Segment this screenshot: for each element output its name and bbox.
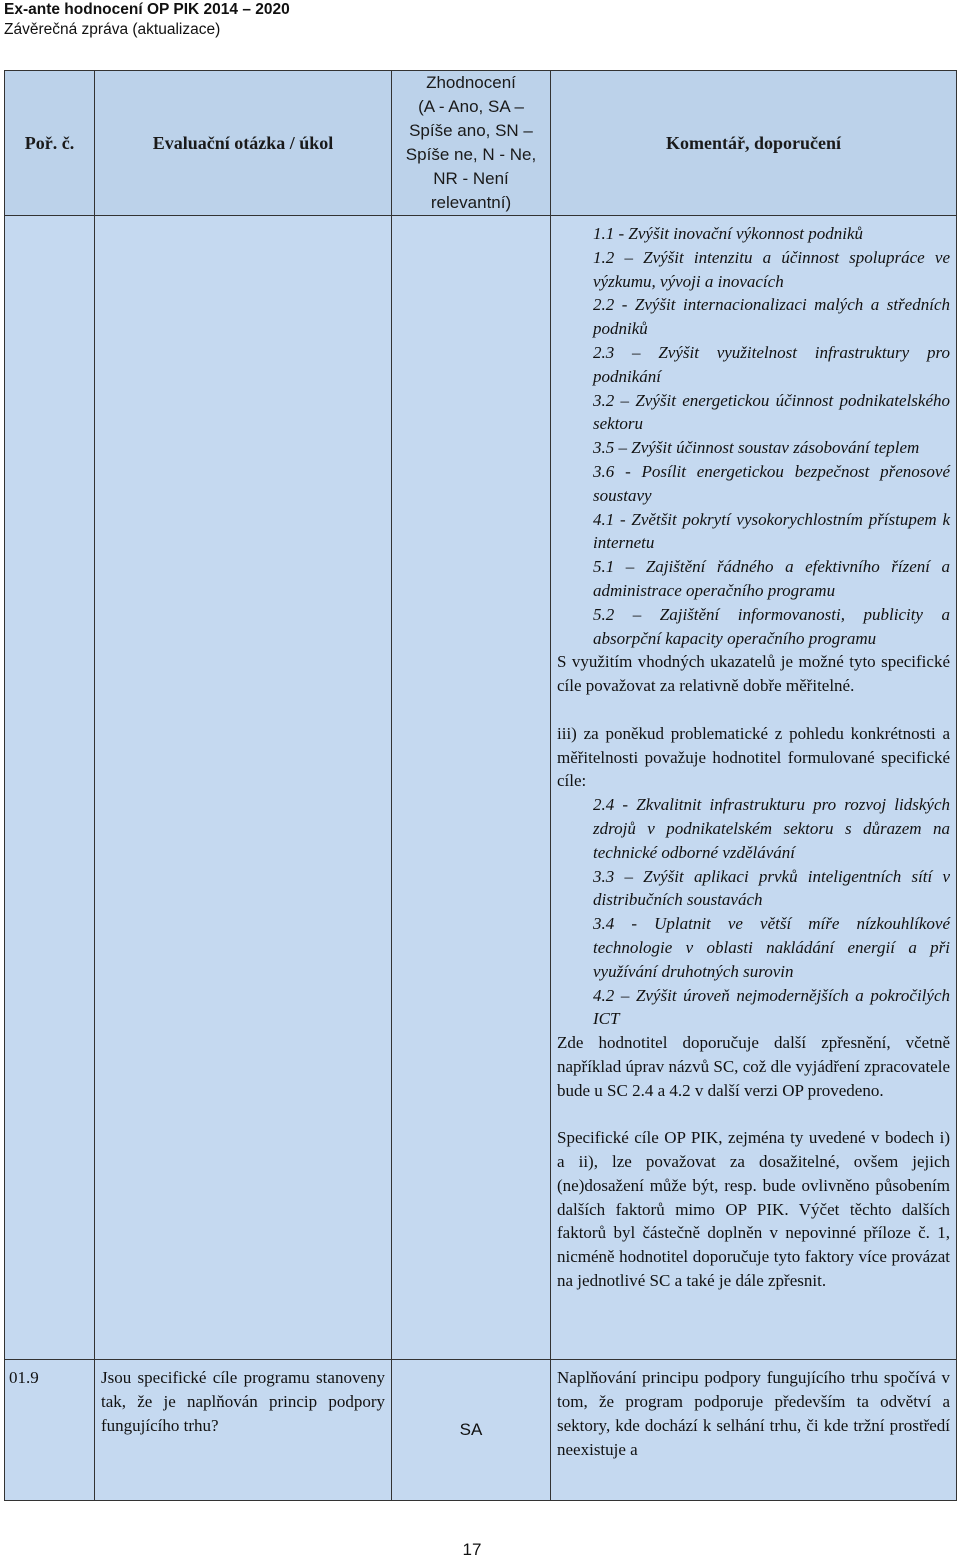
cell-number — [5, 1360, 95, 1501]
document-header — [4, 0, 290, 40]
evaluation-table — [4, 70, 957, 1501]
col-header-evaluation-line: (A - Ano, SA – — [418, 97, 524, 116]
row-comment: Naplňování principu podpory fungujícího trhu spočívá v tom, že program podporuje především ta odvětví a sektory, kde dochází k selhání trhu, či kde tržní prostředí neexistuje a — [557, 1368, 950, 1459]
table-row — [5, 1360, 957, 1501]
goal-item: 4.1 - Zvětšit pokrytí vysokorychlostním přístupem k internetu — [593, 509, 950, 553]
comment-paragraph: Specifické cíle OP PIK, zejména ty uvedené v bodech i) a ii), lze považovat za dosažitelné, ovšem jejich (ne)dosažení může být, resp. bude ovlivněno působením dalších faktorů mimo OP PIK. Výčet těchto dalších faktorů byl částečně doplněn v nepovinné příloze č. 1, nicméně hodnotitel doporučuje tyto faktory více provázat na jednotlivé SC a také je dále zpřesnit. — [557, 1128, 950, 1291]
goal-item: 3.3 – Zvýšit aplikaci prvků inteligentních sítí v distribučních soustavách — [593, 866, 950, 910]
document-title: Ex-ante hodnocení OP PIK 2014 – 2020 — [4, 1, 290, 18]
goal-item: 2.4 - Zkvalitnit infrastrukturu pro rozvoj lidských zdrojů v podnikatelském sektoru s důrazem na technické odborné vzdělávání — [593, 795, 950, 862]
row-evaluation: SA — [392, 1360, 551, 1501]
comment-paragraph: Zde hodnotitel doporučuje další zpřesnění, včetně například úprav názvů SC, což dle vyjádření zpracovatele bude u SC 2.4 a 4.2 v další verzi OP provedeno. — [557, 1033, 950, 1100]
goal-item: 1.1 - Zvýšit inovační výkonnost podniků — [593, 224, 864, 243]
col-header-evaluation-line: relevantní) — [430, 193, 512, 212]
paragraph-gap — [557, 1102, 950, 1126]
page-number: 17 — [462, 1540, 482, 1559]
cell-evaluation-empty — [392, 216, 551, 1360]
cell-comment — [551, 1360, 957, 1501]
col-header-evaluation-line: NR - Není — [433, 169, 509, 188]
col-header-question: Evaluační otázka / úkol — [95, 71, 392, 216]
goal-item: 5.1 – Zajištění řádného a efektivního řízení a administrace operačního programu — [593, 557, 950, 600]
cell-comment — [551, 216, 957, 1360]
col-header-evaluation — [392, 71, 551, 216]
comment-block — [551, 216, 956, 1293]
comment-paragraph: iii) za poněkud problematické z pohledu konkrétnosti a měřitelnosti považuje hodnotitel formulované specifické cíle: — [557, 723, 950, 791]
goal-item: 3.6 - Posílit energetickou bezpečnost přenosové soustavy — [593, 461, 950, 505]
goal-item: 5.2 – Zajištění informovanosti, publicity a absorpční kapacity operačního programu — [593, 604, 950, 648]
col-header-evaluation-line: Spíše ne, N - Ne, — [405, 145, 537, 164]
goal-item: 2.3 – Zvýšit využitelnost infrastruktury pro podnikání — [593, 342, 950, 386]
table-header-row — [5, 71, 957, 216]
comment-paragraph: S využitím vhodných ukazatelů je možné tyto specifické cíle považovat za relativně dobře měřitelné. — [557, 652, 950, 696]
document-subtitle: Závěrečná zpráva (aktualizace) — [4, 21, 221, 38]
col-header-evaluation-line: Zhodnocení — [426, 73, 516, 92]
goal-item: 1.2 – Zvýšit intenzitu a účinnost spolupráce ve výzkumu, vývoji a inovacích — [593, 247, 950, 291]
goal-item: 3.4 - Uplatnit ve větší míře nízkouhlíkové technologie v oblasti nakládání energií a při využívání druhotných surovin — [593, 914, 950, 981]
goal-item: 3.5 – Zvýšit účinnost soustav zásobování teplem — [593, 438, 920, 458]
goal-item: 4.2 – Zvýšit úroveň nejmodernějších a pokročilých ICT — [593, 985, 950, 1029]
row-question: Jsou specifické cíle programu stanoveny tak, že je naplňován princip podpory fungujícího trhu? — [101, 1368, 385, 1435]
col-header-evaluation-line: Spíše ano, SN – — [409, 121, 533, 140]
goal-item: 2.2 - Zvýšit internacionalizaci malých a středních podniků — [593, 295, 950, 339]
cell-question — [95, 1360, 392, 1501]
row-number: 01.9 — [9, 1368, 39, 1387]
table-row — [5, 216, 957, 1360]
col-header-number: Poř. č. — [5, 71, 95, 216]
paragraph-gap — [557, 698, 950, 722]
cell-number-empty — [5, 216, 95, 1360]
goal-item: 3.2 – Zvýšit energetickou účinnost podnikatelského sektoru — [593, 390, 950, 434]
cell-question-empty — [95, 216, 392, 1360]
col-header-comment: Komentář, doporučení — [551, 71, 957, 216]
